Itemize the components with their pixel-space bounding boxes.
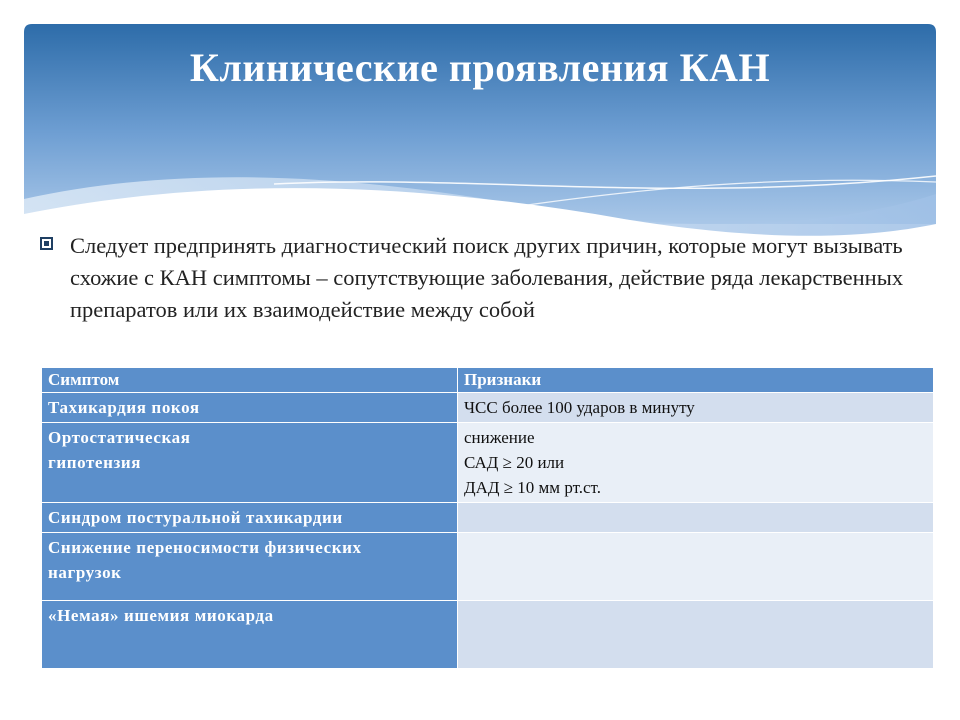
- symptom-text: Тахикардия покоя: [48, 398, 200, 417]
- symptom-text: Снижение переносимости физических: [48, 538, 362, 557]
- symptom-cell: [42, 393, 458, 423]
- symptom-cell: [42, 423, 458, 503]
- table-header-row: [42, 368, 934, 393]
- symptom-cell: [42, 503, 458, 533]
- signs-cell: [458, 393, 934, 423]
- signs-cell: [458, 601, 934, 669]
- square-bullet-icon: [40, 237, 53, 250]
- symptoms-table: [41, 367, 934, 669]
- header-signs: Признаки: [458, 368, 934, 393]
- table-row: [42, 393, 934, 423]
- table-row: [42, 503, 934, 533]
- slide-title: Клинические проявления КАН: [189, 45, 771, 90]
- header-symptom: Симптом: [42, 368, 458, 393]
- signs-text: снижение: [464, 428, 535, 447]
- signs-text: ЧСС более 100 ударов в минуту: [464, 398, 695, 417]
- signs-text: САД ≥ 20 или: [464, 453, 565, 472]
- symptom-text: «Немая» ишемия миокарда: [48, 606, 274, 625]
- signs-cell: [458, 533, 934, 601]
- signs-cell: [458, 503, 934, 533]
- table-row: [42, 533, 934, 601]
- table-row: [42, 423, 934, 503]
- symptom-text: нагрузок: [48, 563, 122, 582]
- symptom-text: Синдром постуральной тахикардии: [48, 508, 343, 527]
- table-row: [42, 601, 934, 669]
- symptom-cell: [42, 533, 458, 601]
- bullet-item: [40, 230, 920, 326]
- symptom-text: гипотензия: [48, 453, 142, 472]
- bullet-text: Следует предпринять диагностический поиск других причин, которые могут вызывать схожие с КАН симптомы – сопутствующие заболевания, действие ряда лекарственных препаратов или их взаимодействие между собой: [70, 233, 904, 322]
- symptom-cell: [42, 601, 458, 669]
- signs-cell: [458, 423, 934, 503]
- signs-text: ДАД ≥ 10 мм рт.ст.: [464, 478, 601, 497]
- symptom-text: Ортостатическая: [48, 428, 191, 447]
